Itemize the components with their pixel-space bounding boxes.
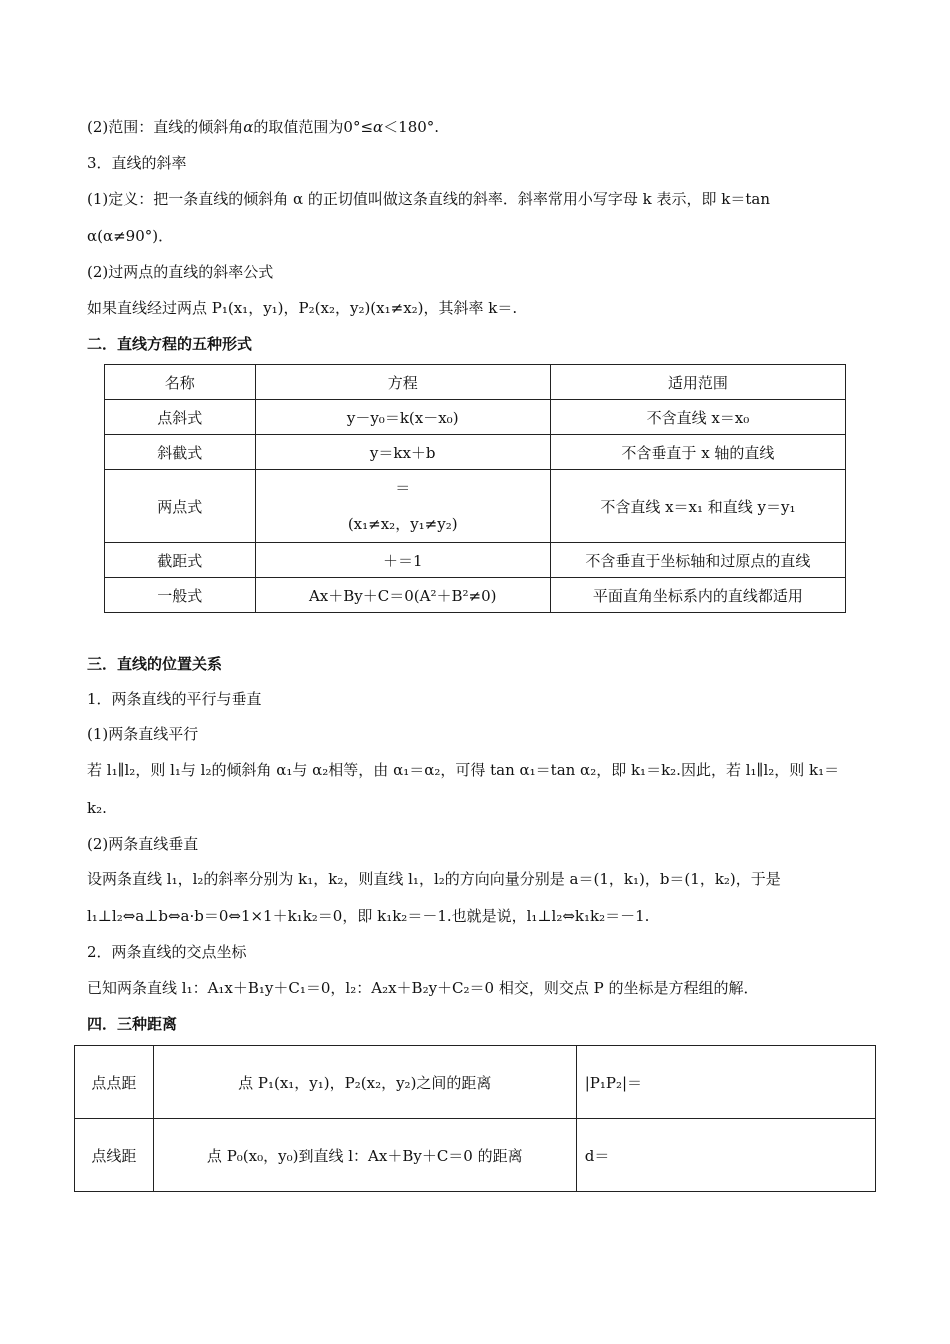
two-point-heading: (2)过两点的直线的斜率公式 xyxy=(87,263,274,281)
slope-heading: 3．直线的斜率 xyxy=(87,154,187,172)
table-row xyxy=(75,1046,876,1119)
form-equation xyxy=(255,470,550,543)
form-scope: 不含直线 x＝x₀ xyxy=(550,400,845,435)
form-name: 截距式 xyxy=(105,543,256,578)
section-heading-forms: 二．直线方程的五种形式 xyxy=(87,335,253,353)
form-equation: y－y₀＝k(x－x₀) xyxy=(255,400,550,435)
column-header-name: 名称 xyxy=(105,365,256,400)
section-heading-distances: 四．三种距离 xyxy=(87,1015,178,1033)
slope-definition-line1: (1)定义：把一条直线的倾斜角 α 的正切值叫做这条直线的斜率．斜率常用小写字母 k 表示，即 k＝tan xyxy=(87,190,771,208)
form-name: 斜截式 xyxy=(105,435,256,470)
form-equation: Ax＋By＋C＝0(A²＋B²≠0) xyxy=(255,578,550,613)
table-row xyxy=(105,470,846,543)
parallel-text-line1: 若 l₁∥l₂，则 l₁与 l₂的倾斜角 α₁与 α₂相等，由 α₁＝α₂，可得 tan α₁＝tan α₂，即 k₁＝k₂.因此，若 l₁∥l₂，则 k₁＝ xyxy=(87,761,840,779)
alpha-symbol-2: α xyxy=(373,118,384,136)
parallel-perp-heading: 1．两条直线的平行与垂直 xyxy=(87,690,262,708)
distance-table xyxy=(74,1045,876,1192)
perpendicular-text-line1: 设两条直线 l₁，l₂的斜率分别为 k₁，k₂，则直线 l₁，l₂的方向向量分别是 a＝(1，k₁)，b＝(1，k₂)，于是 xyxy=(87,870,781,888)
range-mid: 的取值范围为 xyxy=(253,118,344,136)
table-row xyxy=(105,578,846,613)
table-row xyxy=(105,543,846,578)
table-row xyxy=(105,435,846,470)
form-equation-bottom: (x₁≠x₂，y₁≠y₂) xyxy=(347,515,458,533)
form-equation: ＋＝1 xyxy=(255,543,550,578)
two-point-text: 如果直线经过两点 P₁(x₁，y₁)，P₂(x₂，y₂)(x₁≠x₂)，其斜率 k＝. xyxy=(87,299,518,317)
column-header-equation: 方程 xyxy=(255,365,550,400)
section-heading-positions: 三．直线的位置关系 xyxy=(87,655,223,673)
table-row xyxy=(75,1119,876,1192)
parallel-text-line2: k₂. xyxy=(87,799,107,817)
form-name: 点斜式 xyxy=(105,400,256,435)
form-name: 两点式 xyxy=(105,470,256,543)
form-scope: 平面直角坐标系内的直线都适用 xyxy=(550,578,845,613)
form-name: 一般式 xyxy=(105,578,256,613)
alpha-symbol: α xyxy=(243,118,254,136)
table-row xyxy=(105,400,846,435)
perpendicular-text-line2: l₁⊥l₂⇔a⊥b⇔a·b＝0⇔1×1＋k₁k₂＝0，即 k₁k₂＝－1.也就是说，l₁⊥l₂⇔k₁k₂＝－1. xyxy=(87,907,650,925)
parallel-heading: (1)两条直线平行 xyxy=(87,725,199,743)
form-equation: y＝kx＋b xyxy=(255,435,550,470)
perpendicular-heading: (2)两条直线垂直 xyxy=(87,835,199,853)
table-header-row xyxy=(105,365,846,400)
form-equation-top: ＝ xyxy=(395,479,411,497)
distance-formula: d＝ xyxy=(576,1119,875,1192)
form-scope: 不含直线 x＝x₁ 和直线 y＝y₁ xyxy=(550,470,845,543)
form-scope: 不含垂直于 x 轴的直线 xyxy=(550,435,845,470)
column-header-scope: 适用范围 xyxy=(550,365,845,400)
distance-name: 点点距 xyxy=(75,1046,154,1119)
intersection-text: 已知两条直线 l₁：A₁x＋B₁y＋C₁＝0，l₂：A₂x＋B₂y＋C₂＝0 相交，则交点 P 的坐标是方程组的解． xyxy=(87,979,759,997)
range-tail: ＜180°. xyxy=(383,118,440,136)
distance-description: 点 P₀(x₀，y₀)到直线 l：Ax＋By＋C＝0 的距离 xyxy=(153,1119,576,1192)
distance-name: 点线距 xyxy=(75,1119,154,1192)
range-text xyxy=(87,117,439,137)
intersection-heading: 2．两条直线的交点坐标 xyxy=(87,943,247,961)
distance-formula: |P₁P₂|＝ xyxy=(576,1046,875,1119)
line-equation-forms-table xyxy=(104,364,846,613)
distance-description: 点 P₁(x₁，y₁)，P₂(x₂，y₂)之间的距离 xyxy=(153,1046,576,1119)
slope-definition-line2: α(α≠90°)． xyxy=(87,227,174,245)
form-scope: 不含垂直于坐标轴和过原点的直线 xyxy=(550,543,845,578)
range-prefix: (2)范围：直线的倾斜角 xyxy=(87,118,244,136)
range-start: 0°≤ xyxy=(343,118,374,136)
